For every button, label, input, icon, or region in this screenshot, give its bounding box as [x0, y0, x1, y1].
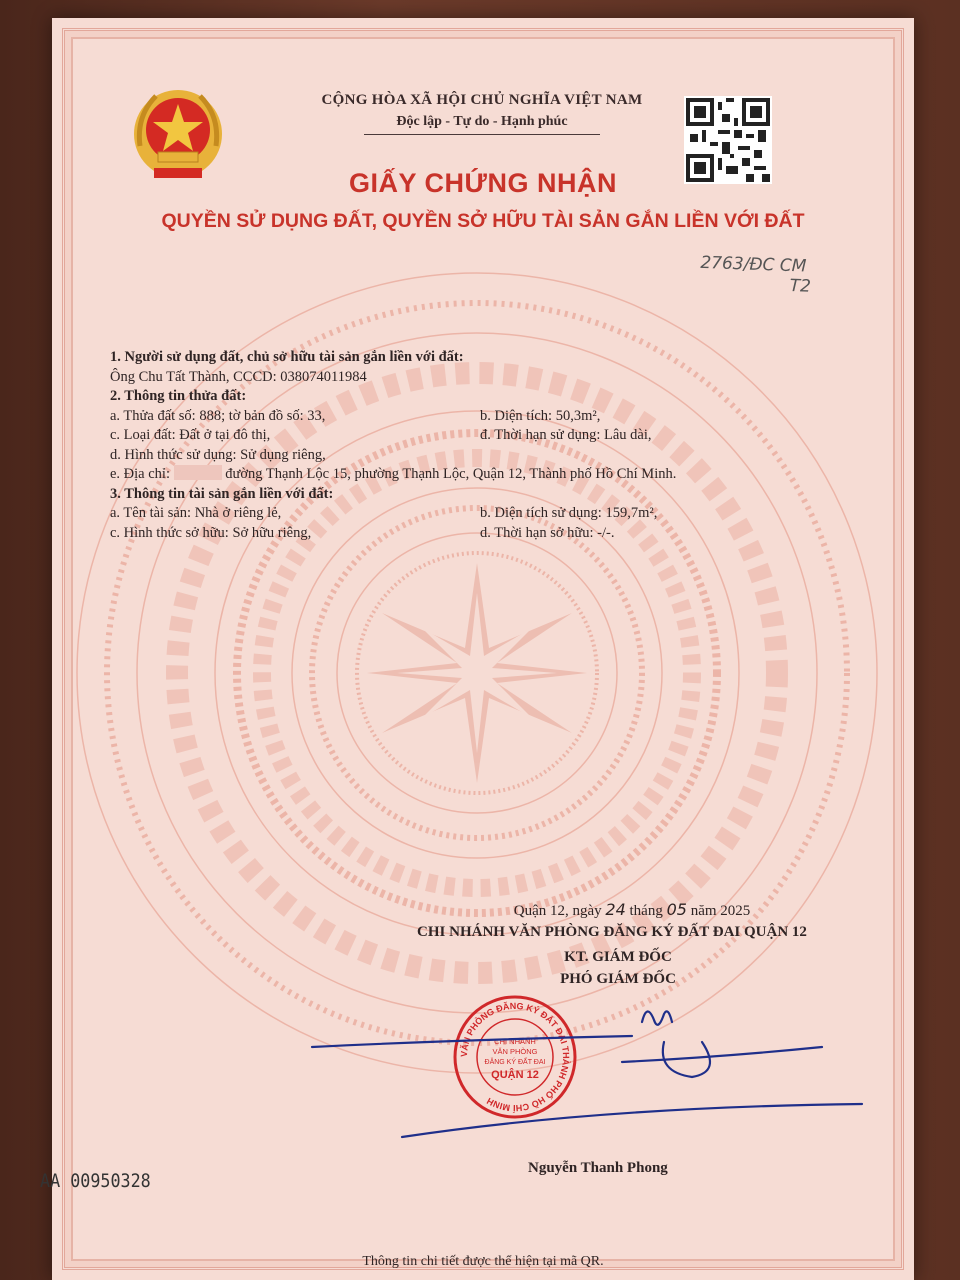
- date-prefix: Quận 12, ngày: [513, 903, 602, 919]
- handwritten-signature: [302, 1002, 862, 1142]
- asset-row-2: [110, 524, 870, 544]
- signatory-position: PHÓ GIÁM ĐỐC: [560, 971, 676, 987]
- owner-info: Ông Chu Tất Thành, CCCD: 038074011984: [110, 368, 367, 385]
- certificate-body: [110, 348, 870, 543]
- nation-name: CỘNG HÒA XÃ HỘI CHỦ NGHĨA VIỆT NAM: [321, 92, 643, 108]
- asset-name: a. Tên tài sản: Nhà ở riêng lẻ,: [110, 505, 282, 521]
- handwritten-note: [699, 253, 880, 299]
- signatory-kt: KT. GIÁM ĐỐC: [564, 949, 672, 965]
- parcel-number: a. Thửa đất số: 888; tờ bản đồ số: 33,: [110, 407, 326, 424]
- section1-heading: 1. Người sử dụng đất, chủ sở hữu tài sản gắn liền với đất:: [110, 349, 464, 365]
- issue-month: 05: [666, 900, 687, 919]
- land-term: đ. Thời hạn sử dụng: Lâu dài,: [480, 427, 652, 443]
- seal-line4: QUẬN 12: [491, 1069, 539, 1081]
- certificate-title: GIẤY CHỨNG NHẬN: [349, 168, 617, 198]
- certificate-paper: [40, 18, 914, 1280]
- issue-date: [352, 900, 912, 920]
- seal-line2: VĂN PHÒNG: [492, 1047, 538, 1056]
- qr-footer-note: Thông tin chi tiết được thể hiện tại mã QR.: [362, 1254, 604, 1269]
- land-row-1: [110, 407, 870, 427]
- floor-area: b. Diện tích sử dụng: 159,7m²,: [480, 505, 658, 521]
- serial-number: AA 00950328: [40, 1170, 151, 1192]
- section2-heading: 2. Thông tin thửa đất:: [110, 388, 247, 404]
- motto-underline: [364, 134, 600, 135]
- redacted-house-number: [174, 465, 222, 480]
- seal-ring-text: VĂN PHÒNG ĐĂNG KÝ ĐẤT ĐAI THÀNH PHỐ HỒ CHÍ MINH: [458, 1000, 572, 1114]
- address-label: e. Địa chỉ:: [110, 466, 170, 482]
- handwritten-note-line2: T2: [789, 276, 812, 297]
- seal-line1: CHI NHÁNH: [494, 1037, 536, 1046]
- certificate-subtitle: QUYỀN SỬ DỤNG ĐẤT, QUYỀN SỞ HỮU TÀI SẢN GẮN LIỀN VỚI ĐẤT: [161, 210, 805, 232]
- seal-line3: ĐĂNG KÝ ĐẤT ĐAI: [484, 1059, 546, 1066]
- issue-year: năm 2025: [690, 903, 751, 919]
- land-address: [110, 465, 870, 485]
- land-area: b. Diện tích: 50,3m²,: [480, 407, 601, 424]
- section3-heading: 3. Thông tin tài sản gắn liền với đất:: [110, 485, 334, 502]
- national-motto: Độc lập - Tự do - Hạnh phúc: [396, 114, 568, 129]
- ownership-form: c. Hình thức sở hữu: Sở hữu riêng,: [110, 524, 312, 541]
- ownership-term: d. Thời hạn sở hữu: -/-.: [480, 524, 615, 541]
- asset-row-1: [110, 504, 870, 524]
- land-use-form: d. Hình thức sử dụng: Sử dụng riêng,: [110, 446, 326, 463]
- land-row-2: [110, 426, 870, 446]
- issuing-office: CHI NHÁNH VĂN PHÒNG ĐĂNG KÝ ĐẤT ĐAI QUẬN 12: [417, 924, 807, 940]
- signer-name: Nguyễn Thanh Phong: [528, 1160, 668, 1176]
- issue-day: 24: [605, 900, 626, 919]
- month-word: tháng: [629, 903, 663, 919]
- land-type: c. Loại đất: Đất ở tại đô thị,: [110, 427, 271, 443]
- address-value: đường Thạnh Lộc 15, phường Thạnh Lộc, Quận 12, Thành phố Hồ Chí Minh.: [225, 466, 677, 482]
- handwritten-note-line1: 2763/ĐC CM: [700, 252, 807, 277]
